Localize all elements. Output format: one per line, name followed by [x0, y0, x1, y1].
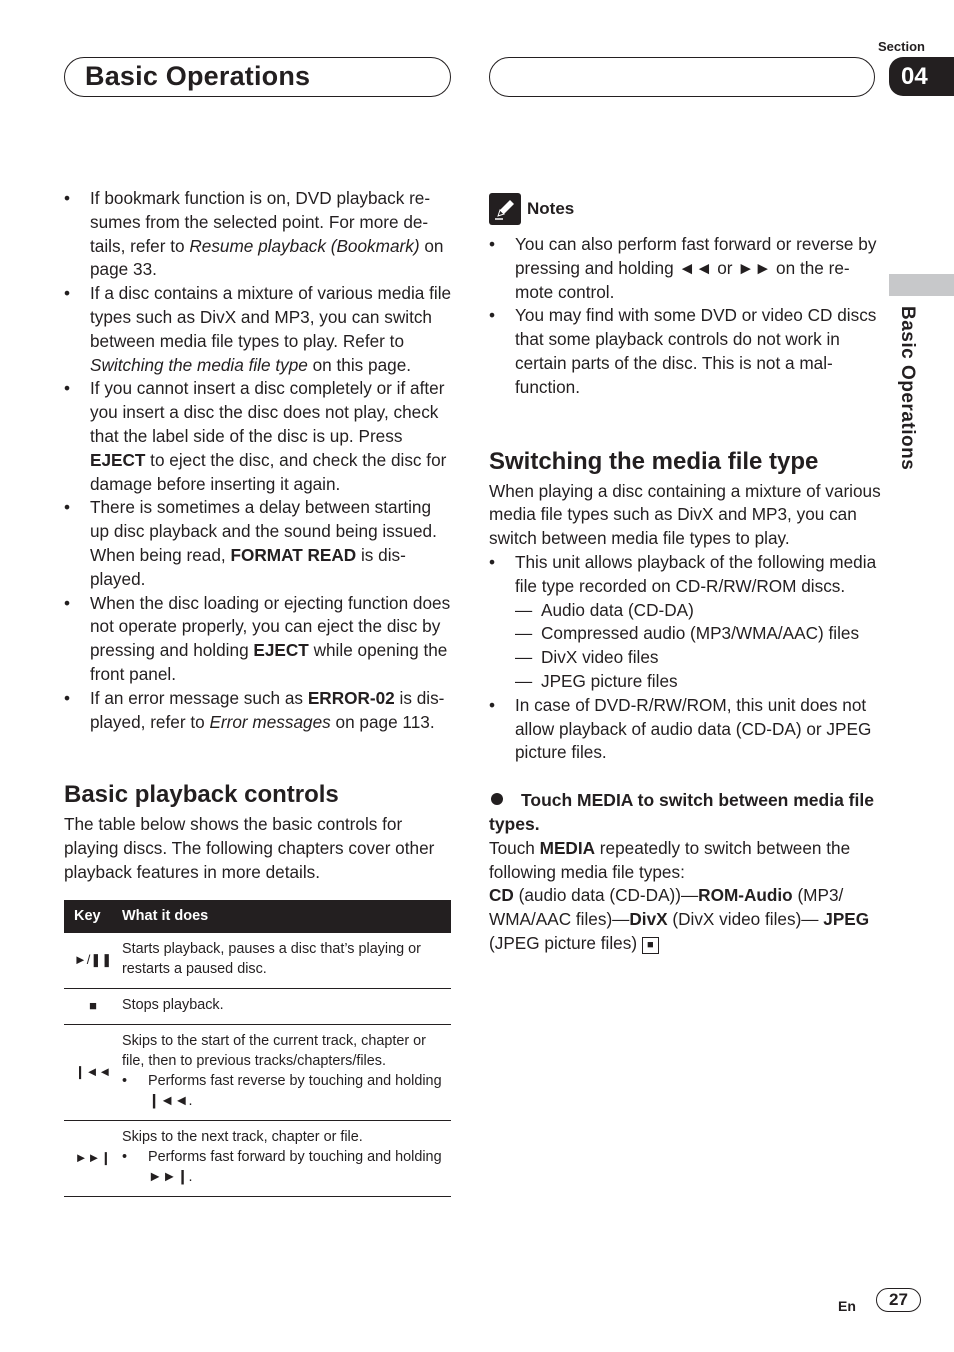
table-cell: Skips to the next track, chapter or file. • Performs fast forward by touching and holding ►►❙. — [122, 1120, 451, 1196]
switching-bullet-list — [489, 551, 881, 765]
list-item: • If you cannot insert a disc completely or if after you insert a disc the disc does not play, check that the label side of the disc is up. Press EJECT to eject the disc, and check the disc for damage before inserting it again. — [64, 377, 452, 496]
list-item: • Performs fast reverse by touching and holding ❙◄◄. — [122, 1071, 451, 1111]
pencil-note-icon — [489, 193, 521, 225]
table-header-key: Key — [64, 900, 122, 933]
end-mark-icon: ■ — [642, 937, 659, 954]
table-header-action: What it does — [122, 900, 451, 933]
list-item: — Audio data (CD-DA) — [515, 599, 881, 623]
page-title: Basic Operations — [85, 61, 311, 91]
table-header-row — [64, 900, 451, 933]
table-row — [64, 988, 451, 1024]
list-item: • If an error message such as ERROR-02 is dis-played, refer to Error messages on page 113. — [64, 687, 452, 735]
playback-intro: The table below shows the basic controls for playing discs. The following chapters cover other playback features in more details. — [64, 814, 435, 882]
side-tab-bar — [889, 274, 954, 296]
section-heading-playback: Basic playback controls — [64, 781, 339, 809]
stop-icon: ■ — [64, 988, 122, 1024]
list-item: • This unit allows playback of the following media file type recorded on CD-R/RW/ROM discs. — Audio data (CD-DA) — Compressed audio (MP3/WMA/AAC) files — DivX video files — JPEG picture files — [489, 551, 881, 694]
list-item: • When the disc loading or ejecting function does not operate properly, you can eject the disc by pressing and holding EJECT while opening the front panel. — [64, 592, 452, 687]
step-instruction: Touch MEDIA to switch between media file types. — [489, 790, 874, 834]
list-item: — Compressed audio (MP3/WMA/AAC) files — [515, 622, 881, 646]
list-item: • If bookmark function is on, DVD playback re-sumes from the selected point. For more de-tails, refer to Resume playback (Bookmark) on page 33. — [64, 187, 452, 282]
notes-list — [489, 233, 881, 400]
section-heading-switching: Switching the media file type — [489, 447, 819, 475]
playback-controls-table — [64, 900, 451, 1197]
table-row — [64, 933, 451, 989]
table-row — [64, 1024, 451, 1120]
section-label: Section — [878, 39, 925, 54]
list-item: • You may find with some DVD or video CD discs that some playback controls do not work in certain parts of the disc. This is not a mal-function. — [489, 304, 881, 399]
next-track-icon: ►►❙ — [64, 1120, 122, 1196]
list-item: — DivX video files — [515, 646, 881, 670]
table-cell: Stops playback. — [122, 988, 451, 1024]
step-bullet-icon — [491, 793, 503, 805]
table-row — [64, 1120, 451, 1196]
media-type-list — [515, 599, 881, 694]
list-item: — JPEG picture files — [515, 670, 881, 694]
page-number: 27 — [876, 1288, 921, 1312]
left-column — [64, 187, 452, 1197]
table-cell: Skips to the start of the current track, chapter or file, then to previous tracks/chapters/files. • Performs fast reverse by touching and holding ❙◄◄. — [122, 1024, 451, 1120]
list-item: • In case of DVD-R/RW/ROM, this unit does not allow playback of audio data (CD-DA) or JPEG picture files. — [489, 694, 881, 765]
list-item: • Performs fast forward by touching and holding ►►❙. — [122, 1147, 451, 1187]
switching-intro: When playing a disc containing a mixture of various media file types such as DivX and MP3, you can switch between media file types to play. — [489, 480, 881, 549]
step-description: Touch MEDIA repeatedly to switch between the following media file types: — [489, 837, 851, 882]
previous-track-icon: ❙◄◄ — [64, 1024, 122, 1120]
notes-title: Notes — [527, 199, 575, 218]
media-cycle-sequence: CD (audio data (CD-DA))—ROM-Audio (MP3/ WMA/AAC files)—DivX (DivX video files)— JPEG (JPEG picture files) ■ — [489, 885, 870, 953]
side-tab-label: Basic Operations — [897, 306, 918, 471]
right-column — [489, 193, 881, 956]
language-code: En — [838, 1298, 856, 1314]
header-right-box — [489, 57, 875, 97]
list-item: • If a disc contains a mixture of various media file types such as DivX and MP3, you can switch between media file types to play. Refer to Switching the media file type on this page. — [64, 282, 452, 377]
section-number-tab: 04 — [889, 57, 954, 96]
play-pause-icon: ►/❚❚ — [64, 933, 122, 989]
info-bullet-list — [64, 187, 452, 734]
notes-header — [489, 193, 881, 225]
list-item: • There is sometimes a delay between starting up disc playback and the sound being issued. When being read, FORMAT READ is dis-played. — [64, 496, 452, 591]
table-cell: Starts playback, pauses a disc that’s playing or restarts a paused disc. — [122, 933, 451, 989]
list-item: • You can also perform fast forward or reverse by pressing and holding ◄◄ or ►► on the re-mote control. — [489, 233, 881, 304]
header-title-box — [64, 57, 451, 97]
